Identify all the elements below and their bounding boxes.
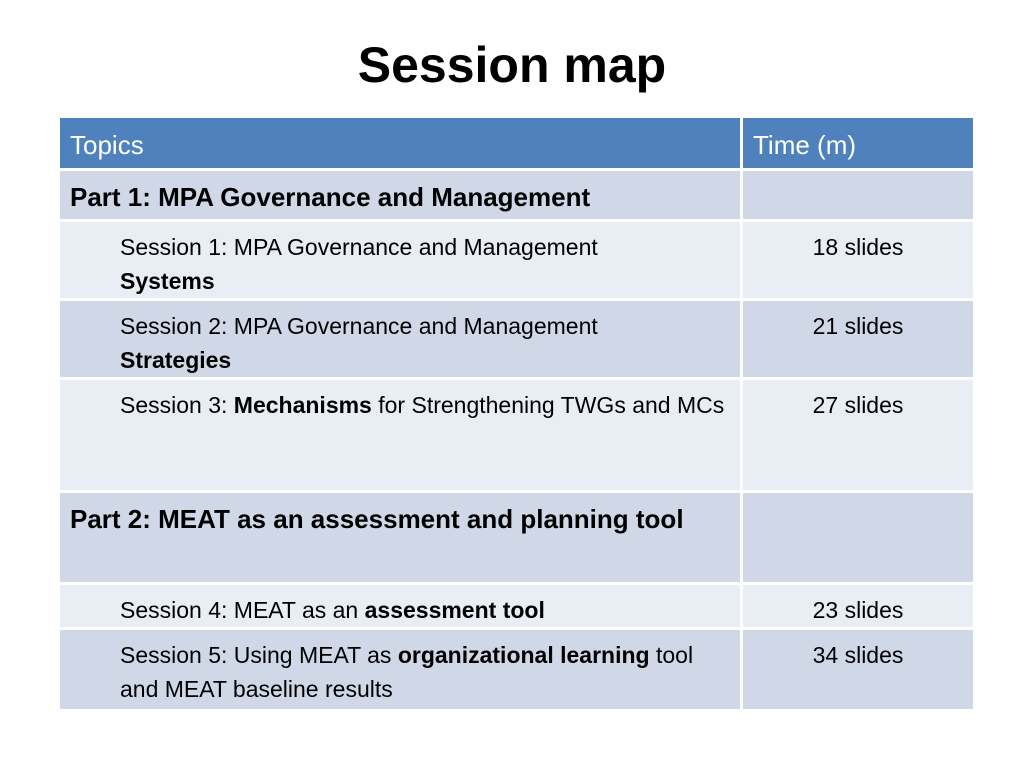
session-1-topic (60, 222, 740, 298)
session-2-time: 21 slides (743, 301, 973, 377)
session-5-prefix: Session 5: Using MEAT as (120, 642, 398, 668)
session-3-prefix: Session 3: (120, 392, 234, 418)
session-2-bold: Strategies (120, 347, 232, 373)
header-time: Time (m) (743, 118, 973, 168)
part-2-label: Part 2: MEAT as an assessment and planning tool (60, 493, 740, 582)
session-5-time: 34 slides (743, 630, 973, 709)
session-4-bold: assessment tool (364, 597, 545, 623)
session-5-bold: organizational learning (397, 642, 650, 668)
session-1-prefix: Session 1: MPA Governance and Management (120, 234, 598, 260)
session-3-time: 27 slides (743, 380, 973, 490)
slide-title: Session map (357, 37, 667, 93)
part-2-time (743, 493, 973, 582)
session-4-prefix: Session 4: MEAT as an (120, 597, 365, 623)
part-1-label: Part 1: MPA Governance and Management (60, 171, 740, 219)
session-table (60, 118, 973, 709)
session-3-bold: Mechanisms (233, 392, 372, 418)
session-5-suffix: tool and MEAT baseline results (120, 642, 694, 702)
header-topics: Topics (60, 118, 740, 168)
part-1-time (743, 171, 973, 219)
session-2-prefix: Session 2: MPA Governance and Management (120, 313, 598, 339)
session-4-time: 23 slides (743, 585, 973, 627)
session-3-topic (60, 380, 740, 490)
session-2-topic (60, 301, 740, 377)
session-1-time: 18 slides (743, 222, 973, 298)
session-4-topic (60, 585, 740, 627)
session-5-topic (60, 630, 740, 709)
session-1-bold: Systems (120, 268, 215, 294)
session-3-suffix: for Strengthening TWGs and MCs (371, 392, 725, 418)
